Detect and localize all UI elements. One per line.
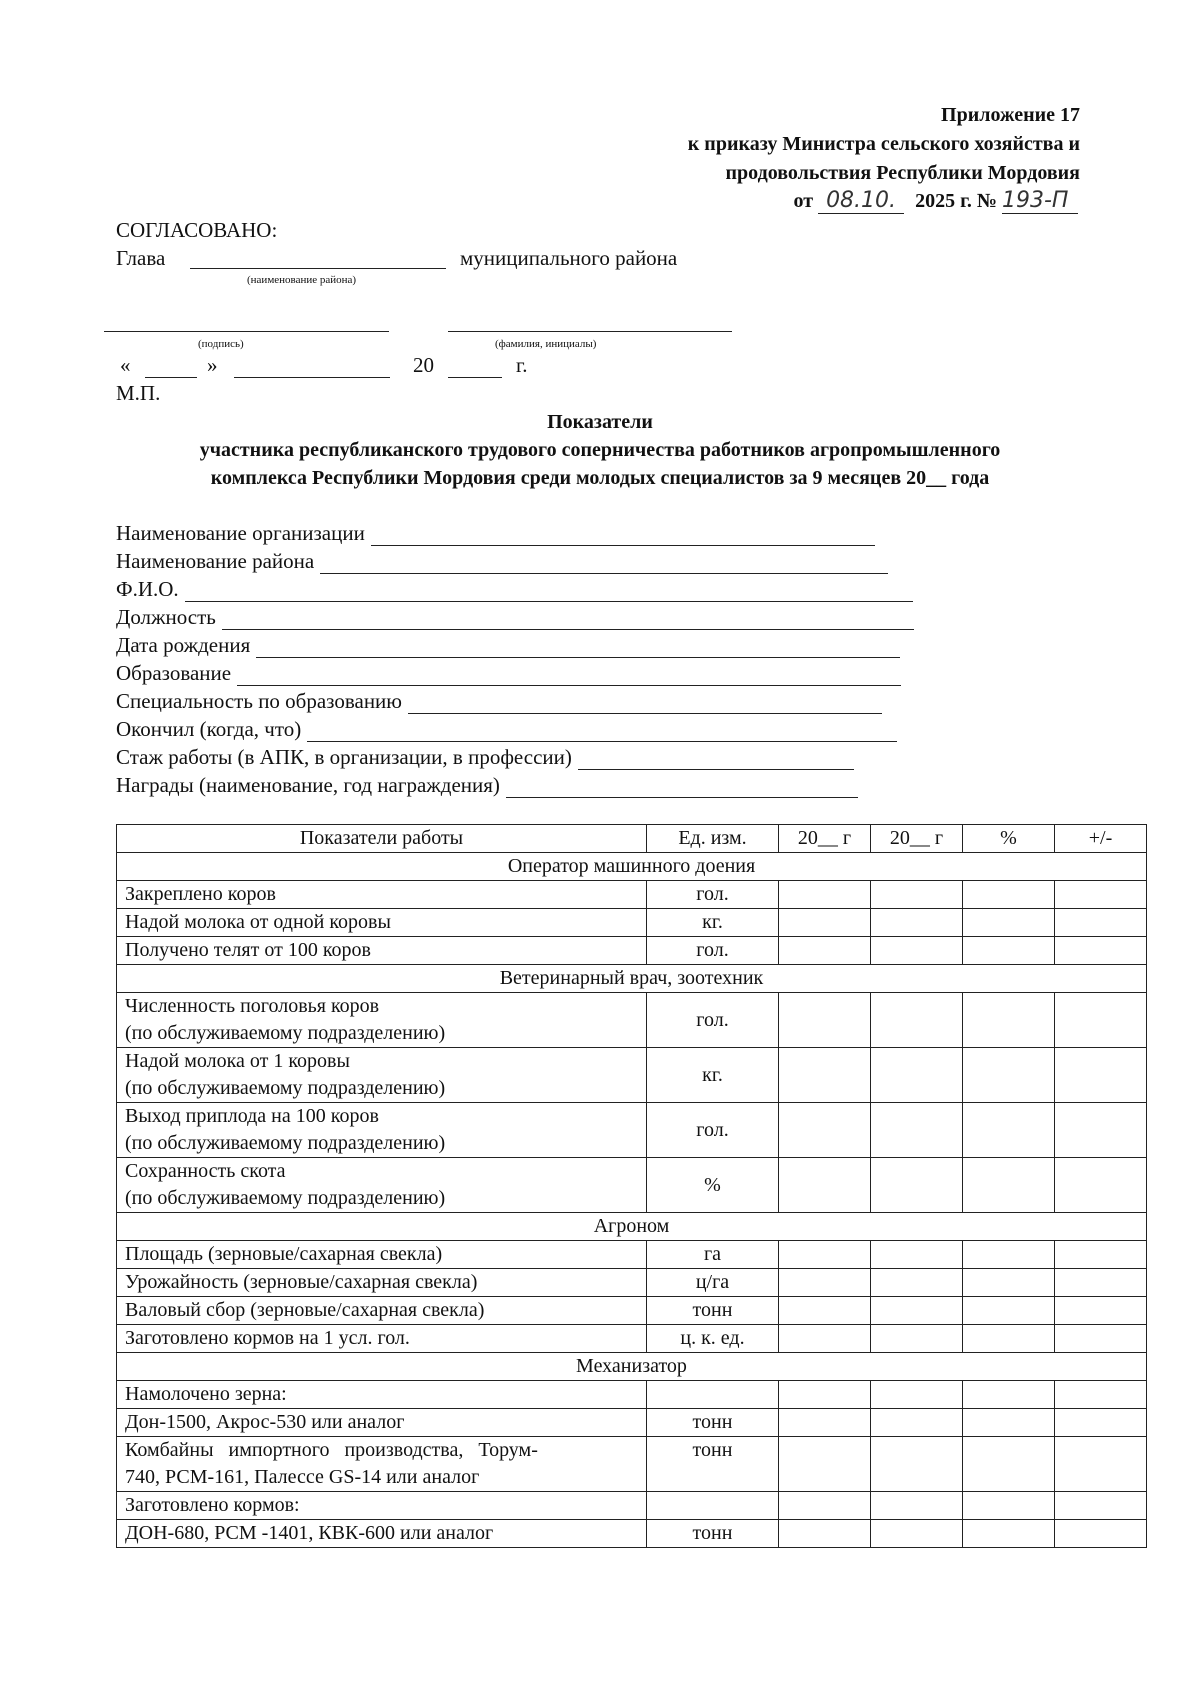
table-row <box>117 1048 1147 1103</box>
indicator-label-line: (по обслуживаемому подразделению) <box>125 1022 446 1044</box>
indicator-label: ДОН-680, РСМ -1401, КВК-600 или аналог <box>117 1520 647 1548</box>
value-cell[interactable] <box>1055 1381 1147 1409</box>
value-cell[interactable] <box>779 1409 871 1437</box>
day-line <box>145 377 197 378</box>
value-cell[interactable] <box>963 993 1055 1048</box>
unit-cell <box>647 1492 779 1520</box>
value-cell[interactable] <box>779 1269 871 1297</box>
field-input-line[interactable] <box>506 777 858 798</box>
value-cell[interactable] <box>779 1437 871 1492</box>
field-birth-date <box>116 633 900 658</box>
value-cell[interactable] <box>1055 937 1147 965</box>
ministry-line: продовольствия Республики Мордовия <box>725 162 1080 184</box>
indicator-label: Намолочено зерна: <box>117 1381 647 1409</box>
value-cell[interactable] <box>1055 1158 1147 1213</box>
indicator-label-line: 740, РСМ-161, Палессе GS-14 или аналог <box>125 1466 480 1488</box>
district-hint: (наименование района) <box>247 274 357 286</box>
value-cell[interactable] <box>871 881 963 909</box>
field-full-name <box>116 577 913 602</box>
field-input-line[interactable] <box>578 749 854 770</box>
name-line <box>448 331 732 332</box>
indicator-label-line: Сохранность скота <box>125 1160 286 1182</box>
value-cell[interactable] <box>779 1158 871 1213</box>
table-row <box>117 1241 1147 1269</box>
indicator-label: Надой молока от одной коровы <box>117 909 647 937</box>
indicator-label <box>117 1103 647 1158</box>
value-cell[interactable] <box>871 1269 963 1297</box>
field-label: Окончил (когда, что) <box>116 717 302 741</box>
value-cell[interactable] <box>1055 993 1147 1048</box>
value-cell[interactable] <box>779 1492 871 1520</box>
field-position <box>116 605 914 630</box>
value-cell[interactable] <box>871 1409 963 1437</box>
field-label: Ф.И.О. <box>116 577 179 601</box>
indicator-label <box>117 1437 647 1492</box>
unit-cell: га <box>647 1241 779 1269</box>
year-prefix: 20 <box>413 353 434 377</box>
field-label: Образование <box>116 661 232 685</box>
unit-cell <box>647 1381 779 1409</box>
value-cell[interactable] <box>871 1241 963 1269</box>
year-line <box>448 377 502 378</box>
field-graduated <box>116 717 897 742</box>
value-cell[interactable] <box>871 1381 963 1409</box>
field-specialty <box>116 689 882 714</box>
table-row <box>117 909 1147 937</box>
field-label: Должность <box>116 605 216 629</box>
column-header: 20__ г <box>779 825 871 853</box>
month-line <box>234 377 390 378</box>
value-cell[interactable] <box>871 993 963 1048</box>
table-row <box>117 993 1147 1048</box>
signature-line <box>104 331 389 332</box>
indicator-label-line: (по обслуживаемому подразделению) <box>125 1077 446 1099</box>
unit-cell: гол. <box>647 1103 779 1158</box>
section-row <box>117 853 1147 881</box>
date-quote-open: « <box>120 353 131 377</box>
order-year: 2025 г. № <box>915 190 997 212</box>
value-cell[interactable] <box>1055 1409 1147 1437</box>
stamp-place: М.П. <box>116 381 161 405</box>
table-row <box>117 1158 1147 1213</box>
indicator-label: Дон-1500, Акрос-530 или аналог <box>117 1409 647 1437</box>
field-label: Дата рождения <box>116 633 251 657</box>
indicator-label <box>117 1048 647 1103</box>
value-cell[interactable] <box>871 937 963 965</box>
table-row <box>117 1297 1147 1325</box>
value-cell[interactable] <box>1055 1269 1147 1297</box>
head-label: Глава <box>116 246 166 270</box>
value-cell[interactable] <box>963 937 1055 965</box>
unit-cell: ц/га <box>647 1269 779 1297</box>
unit-cell: тонн <box>647 1437 779 1492</box>
section-title: Агроном <box>117 1213 1147 1241</box>
name-hint: (фамилия, инициалы) <box>495 338 597 350</box>
value-cell[interactable] <box>871 1325 963 1353</box>
value-cell[interactable] <box>871 1437 963 1492</box>
value-cell[interactable] <box>871 909 963 937</box>
table-row <box>117 1409 1147 1437</box>
unit-cell: кг. <box>647 1048 779 1103</box>
indicator-label: Заготовлено кормов: <box>117 1492 647 1520</box>
value-cell[interactable] <box>963 1158 1055 1213</box>
field-organization <box>116 521 875 546</box>
value-cell[interactable] <box>779 937 871 965</box>
section-title: Механизатор <box>117 1353 1147 1381</box>
column-header: +/- <box>1055 825 1147 853</box>
field-input-line[interactable] <box>320 553 888 574</box>
value-cell[interactable] <box>963 881 1055 909</box>
value-cell[interactable] <box>1055 1103 1147 1158</box>
indicators-table <box>116 824 1147 1548</box>
column-header: Ед. изм. <box>647 825 779 853</box>
field-label: Стаж работы (в АПК, в организации, в профессии) <box>116 745 572 769</box>
value-cell[interactable] <box>1055 1325 1147 1353</box>
table-row <box>117 1269 1147 1297</box>
table-row <box>117 1325 1147 1353</box>
agreed-label: СОГЛАСОВАНО: <box>116 218 278 242</box>
year-suffix: г. <box>516 353 528 377</box>
value-cell[interactable] <box>1055 1437 1147 1492</box>
table-row <box>117 1381 1147 1409</box>
field-input-line[interactable] <box>408 693 882 714</box>
value-cell[interactable] <box>963 909 1055 937</box>
value-cell[interactable] <box>871 1520 963 1548</box>
district-name-line <box>190 268 446 269</box>
value-cell[interactable] <box>779 1381 871 1409</box>
order-date-line <box>794 188 1079 214</box>
table-row <box>117 937 1147 965</box>
value-cell[interactable] <box>779 1325 871 1353</box>
field-input-line[interactable] <box>371 525 875 546</box>
value-cell[interactable] <box>1055 1048 1147 1103</box>
value-cell[interactable] <box>871 1158 963 1213</box>
order-date-handwritten: 08.10. <box>818 188 904 214</box>
field-experience <box>116 745 854 770</box>
indicator-label-line: (по обслуживаемому подразделению) <box>125 1187 446 1209</box>
field-education <box>116 661 901 686</box>
indicator-label: Валовый сбор (зерновые/сахарная свекла) <box>117 1297 647 1325</box>
field-input-line[interactable] <box>222 609 914 630</box>
table-row <box>117 1520 1147 1548</box>
indicator-label: Площадь (зерновые/сахарная свекла) <box>117 1241 647 1269</box>
value-cell[interactable] <box>963 1437 1055 1492</box>
order-reference-line: к приказу Министра сельского хозяйства и <box>687 133 1080 155</box>
appendix-number: Приложение 17 <box>941 104 1080 126</box>
value-cell[interactable] <box>1055 909 1147 937</box>
indicator-label: Получено телят от 100 коров <box>117 937 647 965</box>
value-cell[interactable] <box>963 1297 1055 1325</box>
unit-cell: гол. <box>647 937 779 965</box>
field-label: Наименование организации <box>116 521 365 545</box>
column-header: 20__ г <box>871 825 963 853</box>
value-cell[interactable] <box>779 1048 871 1103</box>
indicator-label-line: Численность поголовья коров <box>125 995 380 1017</box>
document-title: Показатели <box>547 411 653 433</box>
document-subtitle-line1: участника республиканского трудового соперничества работников агропромышленного <box>199 439 1001 461</box>
unit-cell: тонн <box>647 1297 779 1325</box>
field-district <box>116 549 888 574</box>
unit-cell: гол. <box>647 993 779 1048</box>
unit-cell: % <box>647 1158 779 1213</box>
value-cell[interactable] <box>871 1492 963 1520</box>
value-cell[interactable] <box>1055 1241 1147 1269</box>
field-input-line[interactable] <box>185 581 913 602</box>
indicator-label-line: Выход приплода на 100 коров <box>125 1105 379 1127</box>
indicator-label <box>117 1158 647 1213</box>
value-cell[interactable] <box>871 1103 963 1158</box>
value-cell[interactable] <box>963 1492 1055 1520</box>
value-cell[interactable] <box>1055 1297 1147 1325</box>
section-row <box>117 1213 1147 1241</box>
order-number-handwritten: 193-П <box>1002 188 1078 214</box>
value-cell[interactable] <box>1055 1520 1147 1548</box>
value-cell[interactable] <box>963 1048 1055 1103</box>
value-cell[interactable] <box>779 1241 871 1269</box>
value-cell[interactable] <box>963 1241 1055 1269</box>
signature-hint: (подпись) <box>198 338 244 350</box>
date-prefix: от <box>793 190 814 212</box>
value-cell[interactable] <box>779 1103 871 1158</box>
unit-cell: тонн <box>647 1409 779 1437</box>
value-cell[interactable] <box>779 1520 871 1548</box>
section-row <box>117 1353 1147 1381</box>
value-cell[interactable] <box>963 1381 1055 1409</box>
value-cell[interactable] <box>963 1103 1055 1158</box>
value-cell[interactable] <box>1055 1492 1147 1520</box>
column-header: Показатели работы <box>117 825 647 853</box>
document-subtitle-line2: комплекса Республики Мордовия среди молодых специалистов за 9 месяцев 20__ года <box>210 467 990 489</box>
district-suffix: муниципального района <box>460 246 678 270</box>
column-header: % <box>963 825 1055 853</box>
table-row <box>117 1103 1147 1158</box>
field-label: Специальность по образованию <box>116 689 402 713</box>
date-quote-close: » <box>207 353 218 377</box>
value-cell[interactable] <box>779 881 871 909</box>
value-cell[interactable] <box>963 1325 1055 1353</box>
field-awards <box>116 773 858 798</box>
field-input-line[interactable] <box>307 721 897 742</box>
field-label: Награды (наименование, год награждения) <box>116 773 500 797</box>
unit-cell: кг. <box>647 909 779 937</box>
value-cell[interactable] <box>963 1409 1055 1437</box>
indicator-label: Заготовлено кормов на 1 усл. гол. <box>117 1325 647 1353</box>
table-row <box>117 881 1147 909</box>
field-input-line[interactable] <box>237 665 901 686</box>
field-input-line[interactable] <box>256 637 900 658</box>
value-cell[interactable] <box>963 1520 1055 1548</box>
indicator-label-line: (по обслуживаемому подразделению) <box>125 1132 446 1154</box>
value-cell[interactable] <box>779 1297 871 1325</box>
field-label: Наименование района <box>116 549 315 573</box>
table-header-row <box>117 825 1147 853</box>
value-cell[interactable] <box>779 909 871 937</box>
section-row <box>117 965 1147 993</box>
indicator-label <box>117 993 647 1048</box>
table-row <box>117 1492 1147 1520</box>
table-row <box>117 1437 1147 1492</box>
value-cell[interactable] <box>871 1048 963 1103</box>
indicator-label-line: Надой молока от 1 коровы <box>125 1050 350 1072</box>
unit-cell: гол. <box>647 881 779 909</box>
section-title: Ветеринарный врач, зоотехник <box>117 965 1147 993</box>
indicator-label-line: Комбайны импортного производства, Торум- <box>125 1439 538 1461</box>
value-cell[interactable] <box>1055 881 1147 909</box>
unit-cell: тонн <box>647 1520 779 1548</box>
value-cell[interactable] <box>963 1269 1055 1297</box>
value-cell[interactable] <box>871 1297 963 1325</box>
unit-cell: ц. к. ед. <box>647 1325 779 1353</box>
section-title: Оператор машинного доения <box>117 853 1147 881</box>
value-cell[interactable] <box>779 993 871 1048</box>
indicator-label: Урожайность (зерновые/сахарная свекла) <box>117 1269 647 1297</box>
indicator-label: Закреплено коров <box>117 881 647 909</box>
